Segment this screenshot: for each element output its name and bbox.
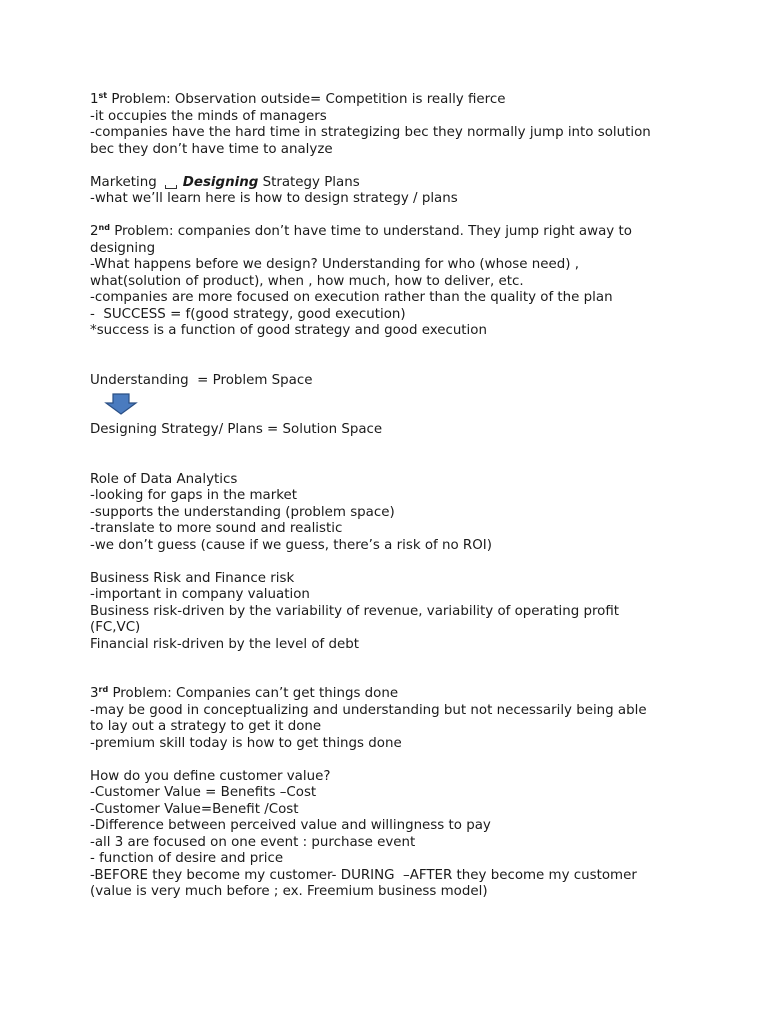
problem2-line: -companies are more focused on execution rather than the quality of the plan xyxy=(90,290,613,305)
risk-line: (FC,VC) xyxy=(90,620,141,635)
problem2-heading-text: Problem: companies don’t have time to understand. They jump right away to xyxy=(109,224,632,239)
problem2-heading xyxy=(90,224,690,241)
customer-value-line: -all 3 are focused on one event : purchase event xyxy=(90,834,416,850)
analytics-line: -looking for gaps in the market xyxy=(90,488,297,503)
risk-line: -important in company valuation xyxy=(90,587,310,602)
problem3-heading-text: Problem: Companies can’t get things done xyxy=(108,686,399,701)
problem3-heading xyxy=(90,686,690,703)
customer-value-line: -BEFORE they become my customer- DURING –AFTER they become my customer xyxy=(90,867,637,883)
problem2-line: what(solution of product), when , how much, how to deliver, etc. xyxy=(90,273,524,289)
marketing-line: -what we’ll learn here is how to design strategy / plans xyxy=(90,191,458,206)
problem3-line: -may be good in conceptualizing and understanding but not necessarily being able xyxy=(90,702,647,718)
analytics-heading: Role of Data Analytics xyxy=(90,471,238,487)
problem1-line: -companies have the hard time in strategizing bec they normally jump into solution xyxy=(90,125,651,140)
problem1-line: bec they don’t have time to analyze xyxy=(90,141,333,157)
analytics-line: -we don’t guess (cause if we guess, there’s a risk of no ROI) xyxy=(90,537,492,553)
customer-value-line: -Customer Value=Benefit /Cost xyxy=(90,801,299,817)
customer-value-line: -Customer Value = Benefits –Cost xyxy=(90,785,317,800)
customer-value-line: -Difference between perceived value and willingness to pay xyxy=(90,818,491,833)
marketing-suffix: Strategy Plans xyxy=(258,174,360,190)
designing-line: Designing Strategy/ Plans = Solution Space xyxy=(90,422,383,437)
customer-value-heading: How do you define customer value? xyxy=(90,768,331,784)
marketing-prefix: Marketing xyxy=(90,174,157,190)
marketing-heading xyxy=(90,175,690,192)
problem1-heading-text: Problem: Observation outside= Competition is really fierce xyxy=(107,92,506,107)
down-arrow-icon xyxy=(104,393,138,415)
problem1-number: 1 xyxy=(90,92,99,107)
marketing-emphasis: Designing xyxy=(182,174,259,190)
problem1-heading xyxy=(90,92,690,109)
problem3-ordinal: rd xyxy=(98,685,109,694)
arrow-row xyxy=(90,389,690,422)
problem2-line: - SUCCESS = f(good strategy, good execution) xyxy=(90,306,406,322)
problem2-ordinal: nd xyxy=(98,223,110,232)
problem2-line: *success is a function of good strategy and good execution xyxy=(90,323,487,338)
notes-body xyxy=(90,92,690,901)
problem2-line: -What happens before we design? Understanding for who (whose need) , xyxy=(90,257,579,272)
analytics-line: -supports the understanding (problem space) xyxy=(90,504,395,520)
customer-value-line: - function of desire and price xyxy=(90,851,284,866)
problem3-line: -premium skill today is how to get things done xyxy=(90,735,402,751)
problem1-line: -it occupies the minds of managers xyxy=(90,108,327,124)
risk-line: Business risk-driven by the variability of revenue, variability of operating profit xyxy=(90,603,620,619)
problem3-number: 3 xyxy=(90,686,99,701)
customer-value-line: (value is very much before ; ex. Freemium business model) xyxy=(90,884,488,899)
problem2-number: 2 xyxy=(90,224,99,239)
risk-line: Financial risk-driven by the level of debt xyxy=(90,636,359,652)
understanding-line: Understanding = Problem Space xyxy=(90,372,313,388)
dash-icon xyxy=(165,185,177,189)
problem1-ordinal: st xyxy=(98,91,108,100)
risk-heading: Business Risk and Finance risk xyxy=(90,570,295,586)
problem2-line: designing xyxy=(90,240,156,256)
problem3-line: to lay out a strategy to get it done xyxy=(90,719,322,734)
analytics-line: -translate to more sound and realistic xyxy=(90,521,343,536)
